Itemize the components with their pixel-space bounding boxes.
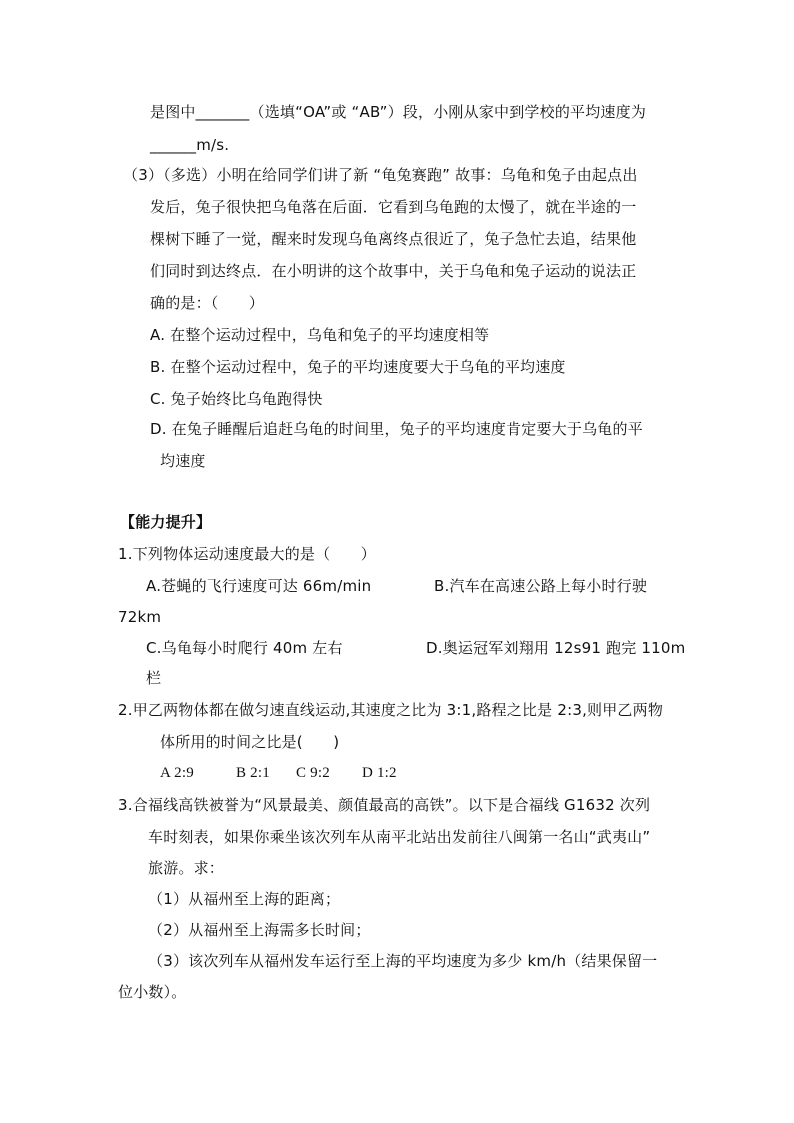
q3-stem-line-2: 发后，兔子很快把乌龟落在后面．它看到乌龟跑的太慢了，就在半途的一 bbox=[150, 198, 637, 216]
q3-option-a: A. 在整个运动过程中，乌龟和兔子的平均速度相等 bbox=[150, 326, 490, 344]
q3-stem-line-3: 棵树下睡了一觉，醒来时发现乌龟离终点很近了，兔子急忙去追，结果他 bbox=[150, 230, 637, 248]
p1-option-b-cont: 72km bbox=[118, 608, 162, 626]
p1-stem: 1.下列物体运动速度最大的是（ ） bbox=[118, 545, 376, 563]
p3-stem-line-1: 3.合福线高铁被誉为“风景最美、颜值最高的高铁”。以下是合福线 G1632 次列 bbox=[118, 796, 651, 814]
q3-stem-line-4: 们同时到达终点．在小明讲的这个故事中，关于乌龟和兔子运动的说法正 bbox=[150, 262, 637, 280]
p2-stem-line-1: 2.甲乙两物体都在做匀速直线运动,其速度之比为 3:1,路程之比是 2:3,则甲乙两物 bbox=[118, 701, 664, 719]
p3-sub-question-2: （2）从福州至上海需多长时间； bbox=[148, 921, 371, 939]
p2-stem-line-2: 体所用的时间之比是( ) bbox=[160, 733, 340, 751]
p1-option-b: B.汽车在高速公路上每小时行驶 bbox=[434, 577, 648, 595]
p2-option-c: C 9:2 bbox=[296, 765, 330, 781]
continuation-line-1: 是图中_______（选填“OA”或 “AB”）段，小刚从家中到学校的平均速度为 bbox=[150, 103, 647, 121]
section-title: 【能力提升】 bbox=[120, 513, 212, 531]
p2-option-d: D 1:2 bbox=[362, 765, 397, 781]
p1-option-c: C.乌龟每小时爬行 40m 左右 bbox=[146, 639, 343, 657]
q3-option-b: B. 在整个运动过程中，兔子的平均速度要大于乌龟的平均速度 bbox=[150, 358, 566, 376]
p3-sub-question-3-cont: 位小数）。 bbox=[118, 983, 187, 1001]
p1-option-d: D.奥运冠军刘翔用 12s91 跑完 110m bbox=[426, 639, 686, 657]
p1-option-a: A.苍蝇的飞行速度可达 66m/min bbox=[146, 577, 372, 595]
p1-option-d-cont: 栏 bbox=[146, 669, 162, 687]
continuation-line-2: ______m/s. bbox=[150, 136, 230, 154]
p3-stem-line-2: 车时刻表，如果你乘坐该次列车从南平北站出发前往八闽第一名山“武夷山” bbox=[148, 828, 651, 846]
p3-sub-question-3: （3）该次列车从福州发车运行至上海的平均速度为多少 km/h（结果保留一 bbox=[148, 952, 658, 970]
q3-option-d: D. 在兔子睡醒后追赶乌龟的时间里，兔子的平均速度肯定要大于乌龟的平 bbox=[150, 420, 643, 438]
p3-sub-question-1: （1）从福州至上海的距离； bbox=[148, 890, 341, 908]
q3-option-c: C. 兔子始终比乌龟跑得快 bbox=[150, 390, 323, 408]
q3-stem-line-1: （3）（多选）小明在给同学们讲了新 “龟兔赛跑” 故事：乌龟和兔子由起点出 bbox=[123, 166, 638, 184]
p2-option-b: B 2:1 bbox=[236, 765, 270, 781]
q3-option-d-cont: 均速度 bbox=[160, 452, 206, 470]
q3-stem-line-5: 确的是：（ ） bbox=[150, 294, 265, 312]
p2-option-a: A 2:9 bbox=[160, 765, 194, 781]
p3-stem-line-3: 旅游。求： bbox=[148, 859, 225, 877]
